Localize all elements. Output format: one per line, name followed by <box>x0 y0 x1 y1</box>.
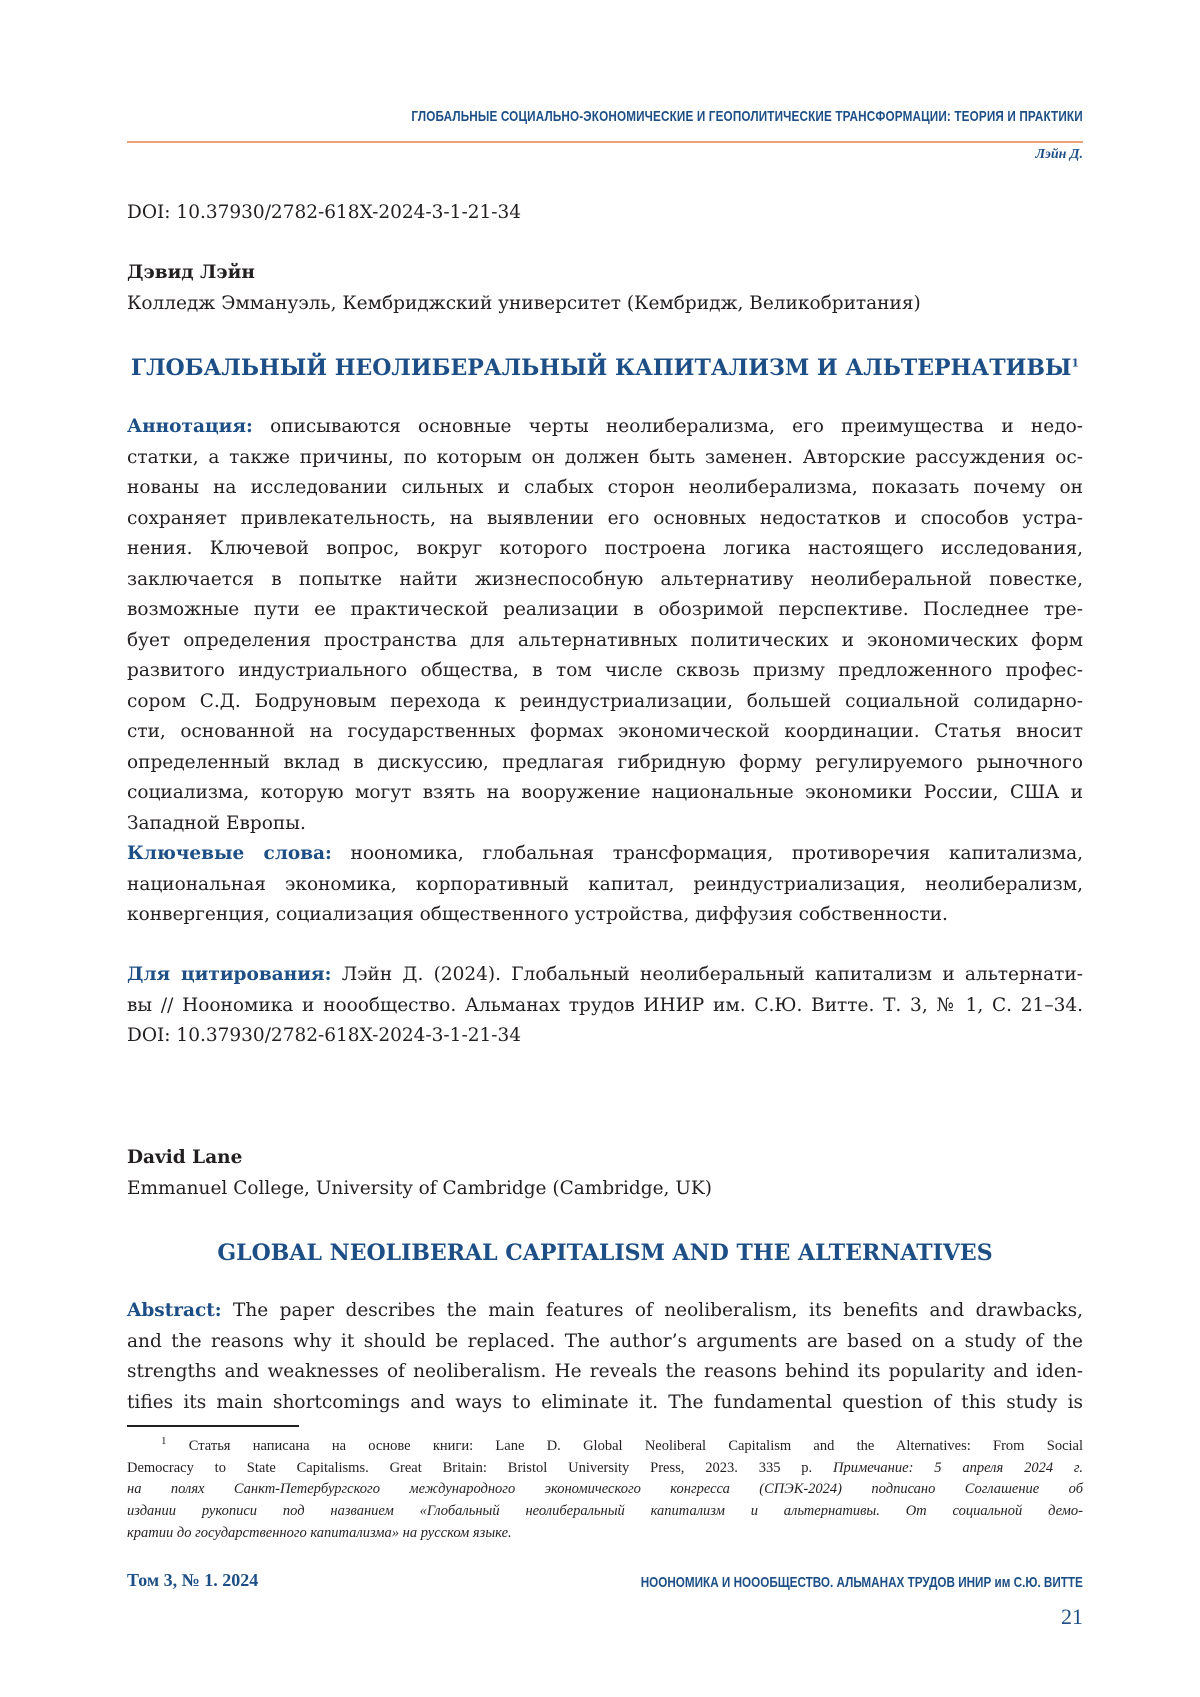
footer-volume: Том 3, № 1. 2024 <box>127 1570 258 1591</box>
abstract-ru <box>127 412 1083 931</box>
citation <box>127 960 1083 1052</box>
abstract-line: tifies its main shortcomings and ways to eliminate it. The fundamental question of this study is <box>127 1388 1083 1419</box>
abstract-line: сором С.Д. Бодруновым перехода к реиндустриализации, большей социальной солидарно- <box>127 687 1083 718</box>
citation-label: Для цитирования: <box>127 964 331 985</box>
keywords-line: конвергенция, социализация общественного устройства, диффузия собственности. <box>127 900 1083 931</box>
abstract-line: Западной Европы. <box>127 809 1083 840</box>
affiliation-en: Emmanuel College, University of Cambridge (Cambridge, UK) <box>127 1174 1083 1205</box>
abstract-line: нения. Ключевой вопрос, вокруг которого построена логика настоящего исследования, <box>127 534 1083 565</box>
footnote-line: на полях Санкт-Петербургского международного экономического конгресса (СПЭК-2024) подписано Соглашение об <box>127 1479 1083 1501</box>
article-title-en: GLOBAL NEOLIBERAL CAPITALISM AND THE ALTERNATIVES <box>127 1240 1083 1266</box>
footer-journal <box>127 1574 1083 1591</box>
citation-line: вы // Нooномика и нooобщество. Альманах трудов ИНИР им. С.Ю. Витте. Т. 3, № 1, С. 21–34. <box>127 991 1083 1022</box>
journal-section-title: ГЛОБАЛЬНЫЕ СОЦИАЛЬНО-ЭКОНОМИЧЕСКИЕ И ГЕОПОЛИТИЧЕСКИЕ ТРАНСФОРМАЦИИ: ТЕОРИЯ И ПРАКТИКИ <box>412 108 1083 125</box>
abstract-line: and the reasons why it should be replaced. The author’s arguments are based on a study of the <box>127 1327 1083 1358</box>
citation-line: DOI: 10.37930/2782-618X-2024-3-1-21-34 <box>127 1021 1083 1052</box>
doi-ru: DOI: 10.37930/2782-618X-2024-3-1-21-34 <box>127 198 1083 229</box>
abstract-line: определенный вклад в дискуссию, предлагая гибридную форму регулируемого рыночного <box>127 748 1083 779</box>
abstract-line: Аннотация: описываются основные черты неолиберализма, его преимущества и недо- <box>127 412 1083 443</box>
footnote-line: издании рукописи под названием «Глобальный неолиберальный капитализм и альтернативы. От социальной демо- <box>127 1501 1083 1523</box>
journal-name: НООНОМИКА И НОООБЩЕСТВО. АЛЬМАНАХ ТРУДОВ ИНИР им С.Ю. ВИТТЕ <box>641 1574 1083 1591</box>
header-divider <box>127 141 1083 143</box>
abstract-line: strengths and weaknesses of neoliberalism. He reveals the reasons behind its popularity and iden- <box>127 1357 1083 1388</box>
abstract-line: сохраняет привлекательность, на выявлении его основных недостатков и способов устра- <box>127 504 1083 535</box>
running-header <box>127 108 1083 125</box>
citation-line: Для цитирования: Лэйн Д. (2024). Глобальный неолиберальный капитализм и альтернати- <box>127 960 1083 991</box>
abstract-line: бует определения пространства для альтернативных политических и экономических форм <box>127 626 1083 657</box>
abstract-line: Abstract: The paper describes the main features of neoliberalism, its benefits and drawbacks, <box>127 1296 1083 1327</box>
page-number: 21 <box>127 1604 1083 1630</box>
abstract-line: сти, основанной на государственных формах экономической координации. Статья вносит <box>127 717 1083 748</box>
footnote <box>127 1431 1083 1545</box>
abstract-label: Аннотация: <box>127 416 253 437</box>
affiliation-ru: Колледж Эммануэль, Кембриджский университет (Кембридж, Великобритания) <box>127 289 1083 320</box>
abstract-line: возможные пути ее практической реализации в обозримой перспективе. Последнее тре- <box>127 595 1083 626</box>
abstract-line: социализма, которую могут взять на вооружение национальные экономики России, США и <box>127 778 1083 809</box>
author-en: David Lane <box>127 1143 1083 1174</box>
footnote-divider <box>127 1425 299 1427</box>
keywords-label: Ключевые слова: <box>127 843 332 864</box>
footnote-line: Democracy to State Capitalisms. Great Britain: Bristol University Press, 2023. 335 p. Примечание: 5 апреля 2024 г. <box>127 1458 1083 1480</box>
abstract-label: Abstract: <box>127 1300 222 1321</box>
abstract-line: нованы на исследовании сильных и слабых сторон неолиберализма, показать почему он <box>127 473 1083 504</box>
abstract-line: статки, а также причины, по которым он должен быть заменен. Авторские рассуждения ос- <box>127 443 1083 474</box>
footnote-line: кратии до государственного капитализма» на русском языке. <box>127 1523 1083 1545</box>
title-text: ГЛОБАЛЬНЫЙ НЕОЛИБЕРАЛЬНЫЙ КАПИТАЛИЗМ И АЛЬТЕРНАТИВЫ <box>131 355 1072 381</box>
article-title-ru <box>127 355 1083 381</box>
running-author: Лэйн Д. <box>127 147 1083 163</box>
footnote-ref[interactable]: 1 <box>1071 357 1079 370</box>
footnote-line: 1 Статья написана на основе книги: Lane D. Global Neoliberal Capitalism and the Alternatives: From Social <box>127 1431 1083 1458</box>
abstract-line: развитого индустриального общества, в том числе сквозь призму предложенного профес- <box>127 656 1083 687</box>
keywords-line: Ключевые слова: нoономика, глобальная трансформация, противоречия капитализма, <box>127 839 1083 870</box>
abstract-en <box>127 1296 1083 1418</box>
footnote-mark: 1 <box>161 1435 167 1447</box>
author-ru: Дэвид Лэйн <box>127 258 1083 289</box>
keywords-line: национальная экономика, корпоративный капитал, реиндустриализация, неолиберализм, <box>127 870 1083 901</box>
abstract-line: заключается в попытке найти жизнеспособную альтернативу неолиберальной повестке, <box>127 565 1083 596</box>
